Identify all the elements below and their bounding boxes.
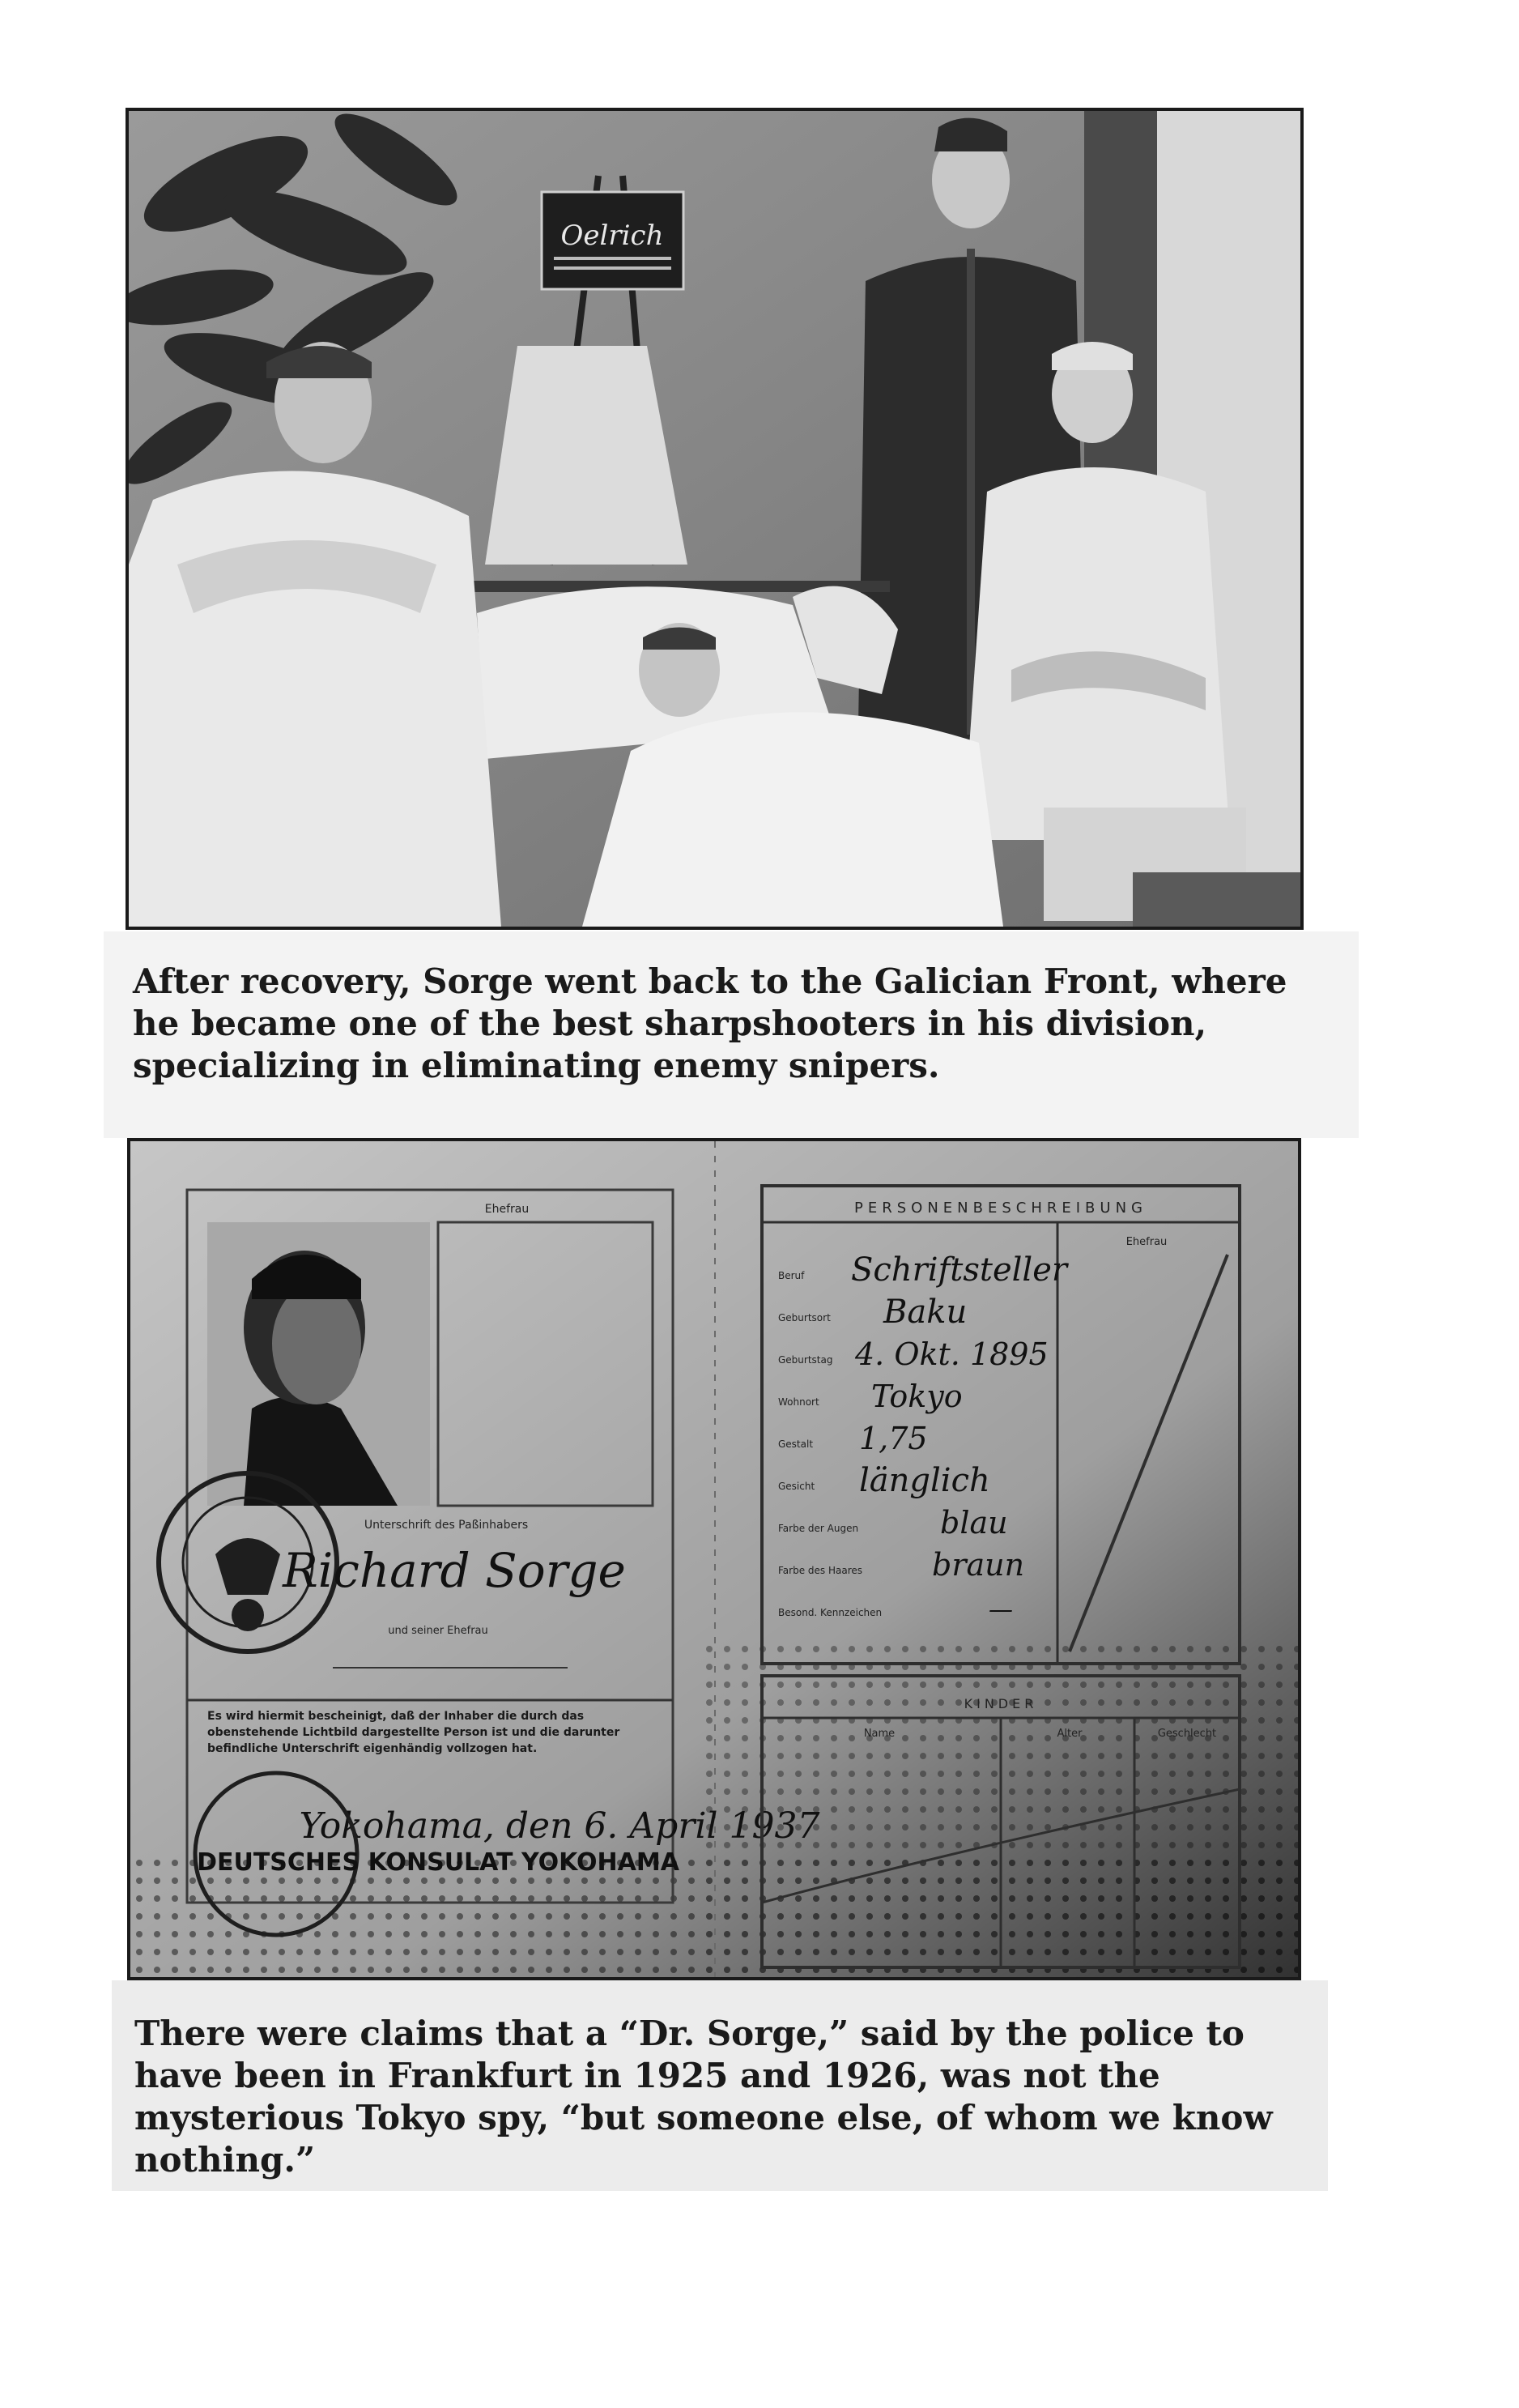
signature-caption: Unterschrift des Paßinhabers xyxy=(364,1519,529,1532)
svg-text:blau: blau xyxy=(940,1505,1008,1541)
svg-text:Geburtsort: Geburtsort xyxy=(778,1312,831,1323)
svg-text:4. Okt. 1895: 4. Okt. 1895 xyxy=(855,1336,1049,1372)
caption-top-text: After recovery, Sorge went back to the Galician Front, where he became one of the best sharpshooters in his division, specializing in eliminating enemy snipers. xyxy=(133,961,1287,1085)
caption-bottom-text: There were claims that a “Dr. Sorge,” said by the police to have been in Frankfurt in 1925 and 1926, was not the mysterious Tokyo spy, “but someone else, of whom we know nothing.” xyxy=(134,2014,1273,2180)
children-col-sex: Geschlecht xyxy=(1157,1728,1217,1740)
svg-text:Baku: Baku xyxy=(883,1294,968,1331)
passport-drawing xyxy=(130,1141,1298,1977)
issue-date: Yokohama, den 6. April 1937 xyxy=(299,1805,820,1847)
caption-bottom xyxy=(112,1980,1328,2191)
svg-text:—: — xyxy=(989,1596,1013,1624)
svg-text:Farbe des Haares: Farbe des Haares xyxy=(778,1565,863,1576)
right-ehefrau-label: Ehefrau xyxy=(1125,1236,1168,1248)
svg-text:braun: braun xyxy=(932,1547,1025,1583)
hospital-photo xyxy=(126,108,1304,930)
svg-text:länglich: länglich xyxy=(859,1462,990,1499)
children-col-age: Alter xyxy=(1057,1728,1083,1740)
left-ehefrau-label: Ehefrau xyxy=(484,1203,530,1216)
holder-signature: Richard Sorge xyxy=(283,1543,626,1598)
svg-text:Beruf: Beruf xyxy=(778,1270,805,1281)
name-sign-text: Oelrich xyxy=(560,219,664,252)
description-header: PERSONENBESCHREIBUNG xyxy=(853,1200,1148,1217)
consulate-name: DEUTSCHES KONSULAT YOKOHAMA xyxy=(197,1848,679,1877)
svg-text:Gestalt: Gestalt xyxy=(778,1438,814,1450)
passport-photo xyxy=(127,1138,1301,1980)
svg-text:Tokyo: Tokyo xyxy=(871,1379,963,1414)
certification-text: Es wird hiermit bescheinigt, daß der Inhaber die durch das obenstehende Lichtbild dargestellte Person ist und die darunter befindliche Unterschrift eigenhändig vollzogen hat. xyxy=(207,1710,620,1755)
hospital-photo-drawing xyxy=(129,111,1300,927)
svg-text:Wohnort: Wohnort xyxy=(778,1396,819,1408)
caption-top xyxy=(104,931,1359,1138)
svg-text:Gesicht: Gesicht xyxy=(778,1481,815,1492)
children-header: KINDER xyxy=(964,1696,1038,1711)
wife-signature-caption: und seiner Ehefrau xyxy=(388,1625,488,1637)
svg-text:Schriftsteller: Schriftsteller xyxy=(851,1251,1068,1289)
children-col-name: Name xyxy=(863,1728,896,1740)
svg-text:1,75: 1,75 xyxy=(859,1421,928,1456)
svg-text:Besond. Kennzeichen: Besond. Kennzeichen xyxy=(778,1607,883,1618)
portrait xyxy=(207,1222,430,1506)
svg-text:Geburtstag: Geburtstag xyxy=(778,1354,833,1366)
svg-text:Farbe der Augen: Farbe der Augen xyxy=(778,1523,859,1534)
